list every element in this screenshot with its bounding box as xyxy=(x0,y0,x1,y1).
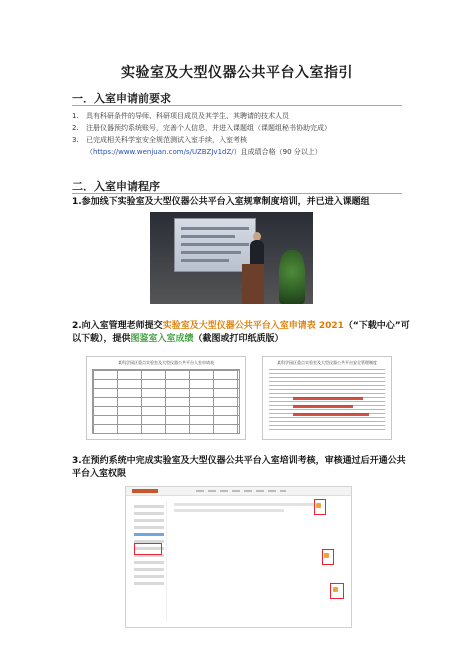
score-link[interactable]: 图鉴室入室成绩 xyxy=(130,334,194,344)
list-item: 3. 已完成相关科学室安全规范测试入室手续，入室考核 xyxy=(72,136,247,144)
form-grid xyxy=(92,369,240,434)
section-1-rule xyxy=(72,105,402,106)
section-1-heading: 一．入室申请前要求 xyxy=(72,92,171,105)
marker-icon xyxy=(333,587,338,592)
highlight-mark xyxy=(293,405,353,408)
system-topbar xyxy=(126,487,351,496)
rules-document-thumbnail xyxy=(262,356,392,440)
podium xyxy=(242,264,264,304)
exam-link[interactable]: https://www.wenjuan.com/s/UZBZJv1dZ/ xyxy=(93,148,234,156)
step-2-text: 2.向入室管理老师提交实验室及大型仪器公共平台入室申请表 2021（“下载中心”可以下载），提供图鉴室入室成绩（截图或打印纸质版） xyxy=(72,321,410,344)
document-body xyxy=(269,369,385,433)
system-logo xyxy=(132,489,158,493)
application-form-thumbnail xyxy=(86,356,246,440)
plant xyxy=(279,250,305,304)
section-2-rule xyxy=(72,193,402,194)
highlight-mark xyxy=(293,397,363,400)
booking-system-screenshot xyxy=(125,486,352,628)
section-2-heading: 二．入室申请程序 xyxy=(72,180,160,193)
training-photo xyxy=(150,212,313,304)
marker-icon xyxy=(316,503,321,508)
list-item: 1. 具有科研条件的导师、科研项目成员及其学生、其聘请的技术人员 xyxy=(72,112,289,120)
form-title: 某科学园区重点实验室及大型仪器公共平台入室申请表 xyxy=(118,360,214,365)
document-title: 某科学园区重点实验室及大型仪器公共平台安全管理制度 xyxy=(277,360,377,365)
application-form-link[interactable]: 实验室及大型仪器公共平台入室申请表 2021 xyxy=(162,321,344,331)
step-1-text: 1.参加线下实验室及大型仪器公共平台入室规章制度培训，并已进入课题组 xyxy=(72,197,370,207)
system-sidebar xyxy=(132,501,167,621)
highlight-mark xyxy=(293,413,369,416)
requirements-list xyxy=(72,110,412,158)
system-nav xyxy=(196,490,286,492)
exam-link-line: （https://www.wenjuan.com/s/UZBZJv1dZ/）且成绩合格（90 分以上） xyxy=(86,148,322,156)
list-item: 2. 注册仪器预约系统账号，完善个人信息，并进入课题组（课题组秘书协助完成） xyxy=(72,124,331,132)
marker-icon xyxy=(324,553,329,558)
step-3-text: 3.在预约系统中完成实验室及大型仪器公共平台入室培训考核，审核通过后开通公共平台入室权限 xyxy=(72,456,406,479)
highlight-box xyxy=(134,543,162,555)
page-title: 实验室及大型仪器公共平台入室指引 xyxy=(121,65,353,81)
